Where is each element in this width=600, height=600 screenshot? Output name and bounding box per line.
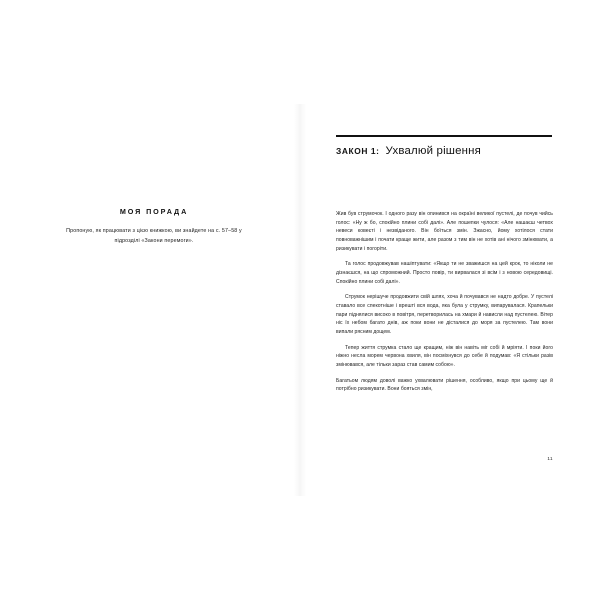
chapter-law-label: ЗАКОН 1: (336, 146, 380, 156)
advice-heading: МОЯ ПОРАДА (119, 207, 189, 216)
body-text-column (336, 210, 553, 401)
chapter-title: Ухвалюй рішення (385, 145, 482, 157)
left-page (0, 104, 300, 496)
body-paragraph: Багатьом людям доволі важко ухвалювати рішення, особливо, якщо при цьому ще й потрібно ризикувати. Вони бояться змін, (336, 377, 553, 393)
chapter-heading (336, 145, 568, 157)
right-page (300, 104, 600, 496)
body-paragraph: Та голос продовжував нашіптувати: «Якщо ти не зважишся на цей крок, то ніколи не дізнаєшся, на що спроможний. Просто повір, ти вирвалася зі всім і з новою середовищі. Спокійно плини собі далі». (336, 261, 553, 285)
body-paragraph: Струмок нерішуче продовжити свій шлях, хоча й почувався не надто добре. У пустелі ставало все спекотніше і врешті вся вода, яка була у струмку, випарувалася. Крапельки пари піднялися високо в повітря, перетворилась на хмари й нависли над пустелею. Вітер ніс їх небом багато днів, аж поки вони не дісталися до моря за пустелею. Там вони випали рясним дощем. (336, 294, 553, 336)
chapter-rule-divider (336, 135, 552, 137)
body-paragraph: Тепер життя струмка стало ще кращим, ніж він навіть міг собі й мріяти. І поки його ніжно несла морем червона хвиля, він посміхнувся до себе й подумав: «Я стільки разів змінювався, але тільки зараз став самим собою». (336, 344, 553, 369)
body-paragraph: Жив був струмочок. І одного разу він опинився на окраїні великої пустелі, де почув чийсь голос: «Ну ж бо, спокійно плини собі далі». Але пошепки чулося: «Але нашаєш четвох невеси ковеєті і незвіданого. Він боїться змін. Зжасно, йому хотілося стати повноважнішим і почати краще жити, але разом з тим він не хотів ані нічого змінювати, а ризикувати і погоріти. (336, 211, 553, 252)
advice-text: Пропоную, як працювати з цією книжкою, ви знайдете на с. 57–58 у підрозділі «Закони перемоги». (66, 228, 242, 244)
advice-block (63, 207, 245, 247)
book-spread (0, 104, 600, 496)
page-number: 11 (547, 456, 553, 461)
